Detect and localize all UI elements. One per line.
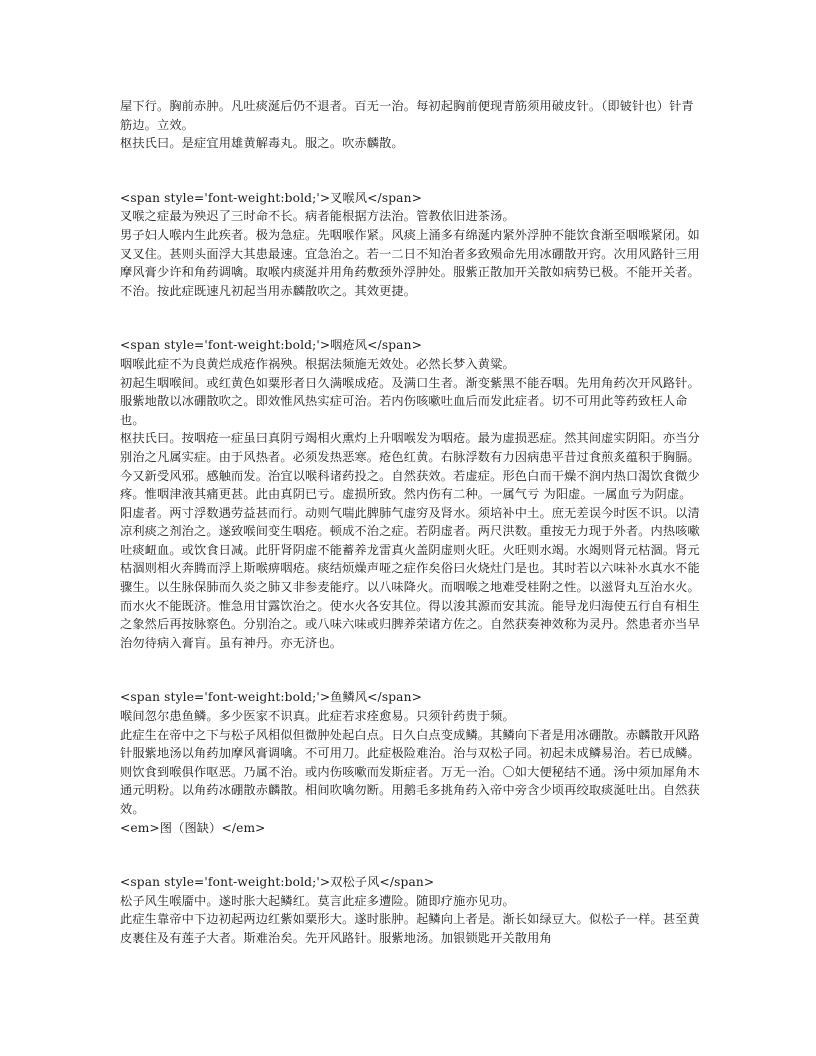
section-heading: <span style='font-weight:bold;'>咽疮风</span> bbox=[120, 338, 422, 353]
paragraph: 松子风生喉靥中。遂时胀大起鳞红。莫言此症多遭险。随即疗施亦见功。 bbox=[120, 893, 515, 908]
paragraph: 叉喉之症最为殃迟了三时命不长。病者能根据方法治。管教依旧进茶汤。 bbox=[120, 209, 515, 224]
section-yu-lin-feng bbox=[120, 688, 700, 837]
paragraph: 男子妇人喉内生此疾者。极为急症。先咽喉作紧。风痰上涌多有绵涎内紧外浮肿不能饮食渐至咽喉紧闭。如叉叉住。甚则头面浮大其患最速。宜急治之。若一二日不知治者多致殒命先用冰硼散开窍。次用风路针三用摩风膏少许和角药调噙。取喉内痰涎并用角药敷颈外浮肿处。服紫正散加开关散如病势已极。不能开关者。不治。按此症既速凡初起当用赤麟散吹之。其效更捷。 bbox=[120, 227, 700, 298]
paragraph: 初起生咽喉间。或红黄色如粟形者日久满喉成疮。及满口生者。渐变紫黑不能吞咽。先用角药次开风路针。服紫地散以冰硼散吹之。即效惟风热实症可治。若内伤咳嗽吐血后而发此症者。切不可用此等药致枉人命也。 bbox=[120, 375, 700, 427]
paragraph: 枢扶氏曰。按咽疮一症虽曰真阴亏竭相火熏灼上升咽喉发为咽疮。最为虚损恶症。然其间虚实阴阳。亦当分别治之凡属实症。由于风热者。必须发热恶寒。疮色红黄。右脉浮数有力因病患平昔过食煎炙蕴积于胸膈。今又新受风邪。感触而发。治宜以喉科诸药投之。自然获效。若虚症。形色白而干燥不润内热口渴饮食微少疼。惟咽津液其痛更甚。此由真阴已亏。虚损所致。然内伤有二种。一属气亏 为阳虚。一属血亏为阴虚。阳虚者。两寸浮数遇劳益甚而行。动则气喘此脾肺气虚穷及肾水。须培补中土。庶无差误今时医不识。以清凉利痰之剂治之。遂致喉间变生咽疮。顿成不治之症。若阴虚者。两尺洪数。重按无力现于外者。内热咳嗽吐痰衄血。或饮食日减。此肝肾阴虚不能蓄养龙雷真火盖阴虚则火旺。火旺则水竭。水竭则肾元枯涸。肾元枯涸则相火奔腾而浮上斯喉痹咽疮。痰结烦燥声哑之症作矣俗曰火烧灶门是也。其时若以六味补水真水不能骤生。以生脉保肺而久炎之肺又非参麦能疗。以八味降火。而咽喉之地难受桂附之性。以滋肾丸互治水火。而水火不能既济。惟急用甘露饮治之。使水火各安其位。得以浚其源而安其流。能导龙归海使五行自有相生之象然后再按脉察色。分别治之。或八味六味或归脾养荣诸方佐之。自然获奏神效称为灵丹。然患者亦当早治勿待病入膏肓。虽有神丹。亦无济也。 bbox=[120, 431, 700, 650]
document-body bbox=[120, 97, 700, 948]
section-heading: <span style='font-weight:bold;'>鱼鳞风</span> bbox=[120, 690, 422, 705]
paragraph: 枢扶氏曰。是症宜用雄黄解毒丸。服之。吹赤麟散。 bbox=[120, 136, 404, 151]
paragraph: 咽喉此症不为良黄烂成疮作祸殃。根据法频施无效处。必然长梦入黄粱。 bbox=[120, 356, 515, 371]
section-shuang-song-zi-feng bbox=[120, 873, 700, 947]
paragraph: 此症生靠帝中下边初起两边红紫如粟形大。遂时胀肿。起鳞向上者是。渐长如绿豆大。似松子一样。甚至黄皮裹住及有莲子大者。斯难治矣。先开风路针。服紫地汤。加银锁匙开关散用角 bbox=[120, 912, 700, 945]
paragraph: 喉间忽尔患鱼鳞。多少医家不识真。此症若求痊愈易。只须针药贵于频。 bbox=[120, 709, 515, 724]
section-heading: <span style='font-weight:bold;'>叉喉风</span> bbox=[120, 190, 422, 205]
section-continued bbox=[120, 97, 700, 153]
paragraph: 屋下行。胸前赤肿。凡吐痰涎后仍不退者。百无一治。每初起胸前便现青筋须用破皮针。（即铍针也）针青筋边。立效。 bbox=[120, 99, 694, 132]
paragraph: 此症生在帝中之下与松子风相似但微肿处起白点。日久白点变成鳞。其鳞向下者是用冰硼散。赤麟散开风路针服紫地汤以角药加摩风膏调噙。不可用刀。此症极险难治。治与双松子同。初起未成鳞易治。若已成鳞。则饮食到喉俱作呕恶。乃属不治。或内伤咳嗽而发斯症者。万无一治。〇如大便秘结不通。汤中须加犀角木通元明粉。以角药冰硼散赤麟散。相间吹噙勿断。用鹅毛多挑角药入帝中旁含少顷再绞取痰涎吐出。自然获效。 bbox=[120, 727, 700, 816]
section-heading: <span style='font-weight:bold;'>双松子风</span> bbox=[120, 875, 435, 890]
figure-missing-caption: <em>图（图缺）</em> bbox=[120, 820, 266, 835]
section-cha-hou-feng bbox=[120, 189, 700, 301]
section-yan-chuang-feng bbox=[120, 336, 700, 652]
